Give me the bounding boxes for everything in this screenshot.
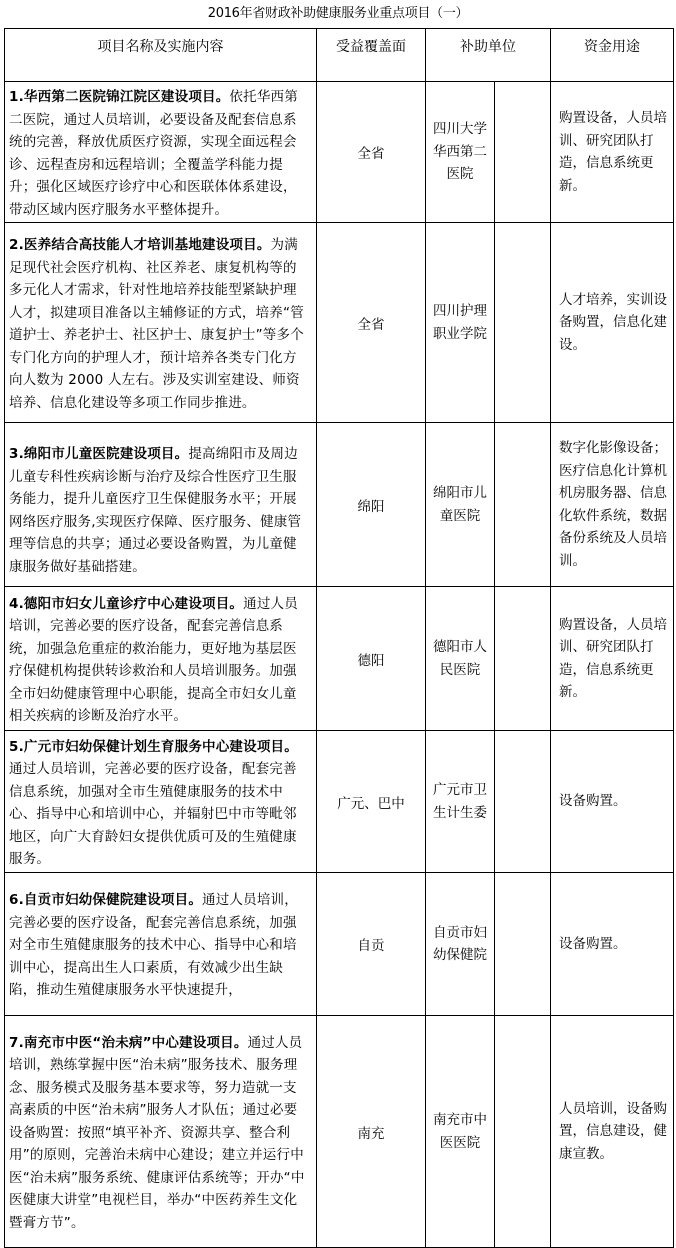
header-name: 项目名称及实施内容 xyxy=(5,29,317,82)
unit-cell: 南充市中医医院 xyxy=(426,1016,495,1248)
unit-cell: 绵阳市儿童医院 xyxy=(426,423,495,587)
coverage-cell: 自贡 xyxy=(317,873,426,1016)
project-cell xyxy=(5,873,317,1016)
table-row xyxy=(5,1016,674,1248)
coverage-cell: 南充 xyxy=(317,1016,426,1248)
unit-cell: 四川护理职业学院 xyxy=(426,223,495,423)
project-cell xyxy=(5,82,317,223)
project-description: 为满足现代社会医疗机构、社区养老、康复机构等的多元化人才需求，针对性地培养技能型紧缺护理人才，拟建项目准备以主辅修证的方式，培养“管道护士、养老护士、社区护士、康复护士”等多个专门化方向的护理人才，预计培养各类专门化方向人数为 2000 人左右。涉及实训室建设、师资培养、信息化建设等多项工作同步推进。 xyxy=(9,237,304,411)
coverage-cell: 绵阳 xyxy=(317,423,426,587)
usage-cell: 购置设备，人员培训、研究团队打造，信息系统更新。 xyxy=(551,82,674,223)
coverage-cell: 广元、巴中 xyxy=(317,731,426,873)
projects-table xyxy=(4,28,674,1248)
empty-cell xyxy=(495,873,551,1016)
empty-cell xyxy=(495,731,551,873)
unit-cell: 德阳市人民医院 xyxy=(426,587,495,731)
empty-cell xyxy=(495,223,551,423)
table-row xyxy=(5,587,674,731)
empty-cell xyxy=(495,423,551,587)
project-title: 3.绵阳市儿童医院建设项目。 xyxy=(9,446,189,462)
header-coverage: 受益覆盖面 xyxy=(317,29,426,82)
usage-cell: 购置设备，人员培训、研究团队打造，信息系统更新。 xyxy=(551,587,674,731)
table-row xyxy=(5,423,674,587)
table-row xyxy=(5,873,674,1016)
project-cell xyxy=(5,1016,317,1248)
usage-cell: 设备购置。 xyxy=(551,873,674,1016)
project-title: 6.自贡市妇幼保健院建设项目。 xyxy=(9,892,203,909)
project-description: 通过人员培训，完善必要的医疗设备，配套完善信息系统，加强对全市生殖健康服务的技术中心、指导中心和培训中心，提高出生人口素质，有效减少出生缺陷，推动生殖健康服务水平快速提升， xyxy=(9,892,298,999)
table-header-row xyxy=(5,29,674,82)
empty-cell xyxy=(495,587,551,731)
usage-cell: 数字化影像设备；医疗信息化计算机机房服务器、信息化软件系统，数据备份系统及人员培训。 xyxy=(551,423,674,587)
table-row xyxy=(5,223,674,423)
project-cell xyxy=(5,731,317,873)
header-usage: 资金用途 xyxy=(551,29,674,82)
project-description: 依托华西第二医院，通过人员培训，必要设备及配套信息系统的完善，释放优质医疗资源，实现全面远程会诊、远程查房和远程培训；全覆盖学科能力提升；强化区域医疗诊疗中心和医联体体系建设，带动区域内医疗服务水平整体提升。 xyxy=(9,89,298,218)
coverage-cell: 德阳 xyxy=(317,587,426,731)
unit-cell: 广元市卫生计生委 xyxy=(426,731,495,873)
table-row xyxy=(5,82,674,223)
project-title: 2.医养结合高技能人才培训基地建设项目。 xyxy=(9,237,271,253)
usage-cell: 人员培训，设备购置，信息建设，健康宣教。 xyxy=(551,1016,674,1248)
project-description: 提高绵阳市及周边儿童专科性疾病诊断与治疗及综合性医疗卫生服务能力，提升儿童医疗卫生保健服务水平；开展网络医疗服务,实现医疗保障、医疗服务、健康管理等信息的共享；通过必要设备购置，为儿童健康服务做好基础搭建。 xyxy=(9,446,302,575)
project-title: 1.华西第二医院锦江院区建设项目。 xyxy=(9,89,230,105)
empty-cell xyxy=(495,1016,551,1248)
document-title: 2016年省财政补助健康服务业重点项目（一） xyxy=(207,6,469,21)
project-cell xyxy=(5,587,317,731)
project-description: 通过人员培训，完善必要的医疗设备，配套完善信息系统，加强急危重症的救治能力，更好地为基层医疗保健机构提供转诊救治和人员培训服务。加强全市妇幼健康管理中心职能，提高全市妇女儿童相关疾病的诊断及治疗水平。 xyxy=(9,595,298,724)
unit-cell: 自贡市妇幼保健院 xyxy=(426,873,495,1016)
project-title: 7.南充市中医“治未病”中心建设项目。 xyxy=(9,1034,248,1051)
table-row xyxy=(5,731,674,873)
header-unit: 补助单位 xyxy=(426,29,551,82)
project-cell xyxy=(5,223,317,423)
coverage-cell: 全省 xyxy=(317,223,426,423)
empty-cell xyxy=(495,82,551,223)
project-description: 通过人员培训，熟练掌握中医“治未病”服务技术、服务理念、服务模式及服务基本要求等，努力造就一支高素质的中医“治未病”服务人才队伍；通过必要设备购置：按照“填平补齐、资源共享、整合利用”的原则，完善治未病中心建设；建立并运行中医“治未病”服务系统、健康评估系统等；开办“中医健康大讲堂”电视栏目，举办“中医药养生文化暨膏方节”。 xyxy=(9,1034,305,1231)
usage-cell: 人才培养，实训设备购置，信息化建设。 xyxy=(551,223,674,423)
project-title: 5.广元市妇幼保健计划生育服务中心建设项目。 xyxy=(9,738,298,755)
project-description: 通过人员培训，完善必要的医疗设备，配套完善信息系统，加强对全市生殖健康服务的技术中心、指导中心和培训中心，并辐射巴中市等毗邻地区，向广大育龄妇女提供优质可及的生殖健康服务。 xyxy=(9,761,297,867)
project-cell xyxy=(5,423,317,587)
unit-cell: 四川大学华西第二医院 xyxy=(426,82,495,223)
project-title: 4.德阳市妇女儿童诊疗中心建设项目。 xyxy=(9,595,244,612)
usage-cell: 设备购置。 xyxy=(551,731,674,873)
coverage-cell: 全省 xyxy=(317,82,426,223)
